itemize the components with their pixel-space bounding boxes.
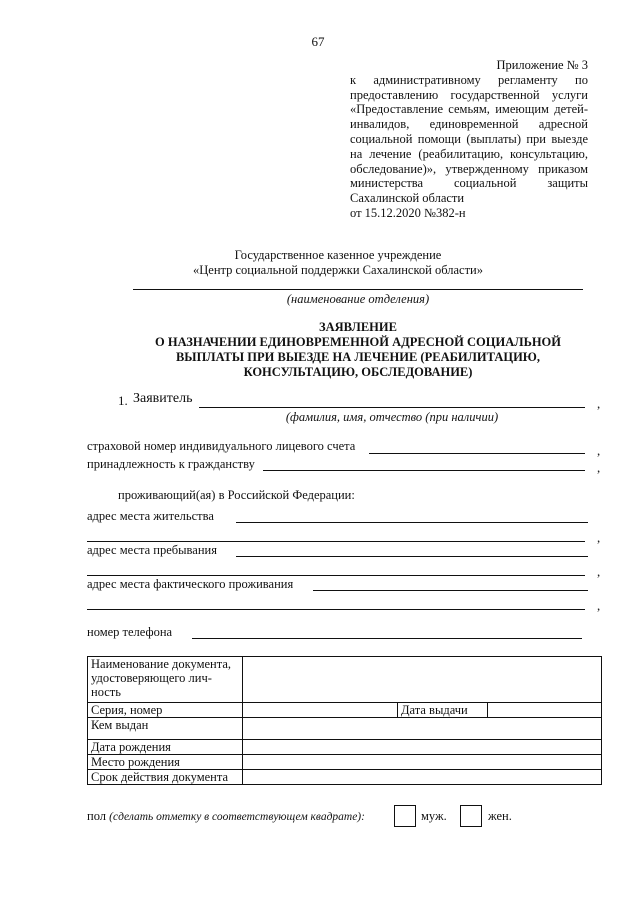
series-value[interactable] [243, 703, 398, 718]
table-row [88, 740, 602, 755]
citizenship-line[interactable] [263, 470, 585, 471]
address-residence-label: адрес места жительства [87, 509, 214, 523]
doc-name-label: Наименование документа, удостоверяющего лич-ность [88, 657, 243, 703]
appendix-line: обследование)», утвержденному приказом [350, 161, 588, 176]
address-actual-line[interactable] [313, 590, 588, 591]
issue-date-value[interactable] [488, 703, 602, 718]
address-stay-label: адрес места пребывания [87, 543, 217, 557]
appendix-line: на лечение (реабилитацию, консультацию, [350, 146, 588, 161]
comma: , [597, 530, 601, 545]
identity-document-table [87, 656, 602, 785]
address-residence-line[interactable] [236, 522, 588, 523]
form-title: ЗАЯВЛЕНИЕ [319, 320, 397, 334]
page-number: 67 [311, 34, 325, 49]
appendix-line: министерства социальной защиты [350, 176, 588, 191]
gender-label: пол [87, 809, 107, 823]
appendix-order: от 15.12.2020 №382-н [350, 205, 466, 220]
comma: , [597, 443, 601, 458]
phone-label: номер телефона [87, 625, 173, 639]
department-caption: (наименование отделения) [286, 292, 430, 306]
appendix-block [350, 58, 588, 221]
issued-by-value[interactable] [243, 718, 602, 740]
institution-line-2: «Центр социальной поддержки Сахалинской области» [193, 263, 483, 277]
appendix-line: социальной помощи (выплаты) при выезде [350, 131, 588, 146]
issued-by-label: Кем выдан [88, 718, 243, 740]
appendix-line: предоставлению государственной услуги [350, 87, 588, 102]
issue-date-label: Дата выдачи [398, 703, 488, 718]
gender-hint: (сделать отметку в соответствующем квадрате): [109, 811, 365, 823]
applicant-label: Заявитель [133, 391, 193, 406]
birth-place-label: Место рождения [88, 755, 243, 770]
gender-row [87, 809, 365, 825]
applicant-name-line[interactable] [199, 407, 585, 408]
series-label: Серия, номер [88, 703, 243, 718]
comma: , [597, 598, 601, 613]
doc-name-value[interactable] [243, 657, 602, 703]
table-row [88, 755, 602, 770]
snils-label: страховой номер индивидуального лицевого счета [87, 439, 356, 453]
table-row [88, 703, 602, 718]
male-label: муж. [421, 809, 447, 823]
female-label: жен. [488, 809, 512, 823]
male-checkbox[interactable] [394, 805, 416, 827]
address-stay-line-2[interactable] [87, 575, 585, 576]
residing-label: проживающий(ая) в Российской Федерации: [118, 488, 355, 502]
address-actual-label: адрес места фактического проживания [87, 577, 294, 591]
form-subtitle-line: ВЫПЛАТЫ ПРИ ВЫЕЗДЕ НА ЛЕЧЕНИЕ (РЕАБИЛИТАЦИЮ, [175, 350, 541, 364]
comma: , [597, 460, 601, 475]
institution-line-1: Государственное казенное учреждение [234, 248, 442, 262]
appendix-line: «Предоставление семьям, имеющим детей- [350, 102, 588, 117]
address-residence-line-2[interactable] [87, 541, 585, 542]
birth-date-value[interactable] [243, 740, 602, 755]
birth-place-value[interactable] [243, 755, 602, 770]
table-row [88, 657, 602, 703]
form-subtitle-line: КОНСУЛЬТАЦИЮ, ОБСЛЕДОВАНИЕ) [243, 365, 473, 379]
citizenship-label: принадлежность к гражданству [87, 457, 255, 471]
female-checkbox[interactable] [460, 805, 482, 827]
birth-date-label: Дата рождения [88, 740, 243, 755]
validity-label: Срок действия документа [88, 770, 243, 785]
validity-value[interactable] [243, 770, 602, 785]
snils-line[interactable] [369, 453, 585, 454]
address-actual-line-2[interactable] [87, 609, 585, 610]
appendix-line: Сахалинской области [350, 191, 465, 206]
applicant-number: 1. [118, 393, 128, 408]
table-row [88, 718, 602, 740]
address-stay-line[interactable] [236, 556, 588, 557]
form-subtitle-line: О НАЗНАЧЕНИИ ЕДИНОВРЕМЕННОЙ АДРЕСНОЙ СОЦИАЛЬНОЙ [155, 335, 561, 349]
applicant-caption: (фамилия, имя, отчество (при наличии) [285, 410, 499, 424]
phone-line[interactable] [192, 638, 582, 639]
appendix-line: инвалидов, единовременной адресной [350, 117, 588, 132]
department-line[interactable] [133, 289, 583, 290]
table-row [88, 770, 602, 785]
appendix-title: Приложение № 3 [496, 58, 588, 72]
comma: , [597, 396, 601, 411]
appendix-line: к административному регламенту по [350, 72, 588, 87]
comma: , [597, 564, 601, 579]
